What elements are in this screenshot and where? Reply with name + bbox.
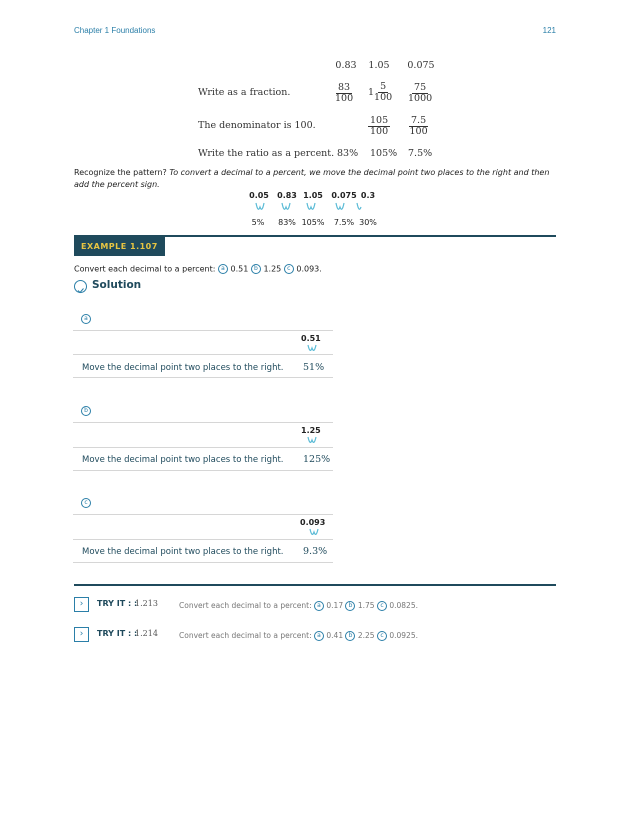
row-label: Write the ratio as a percent.: [198, 148, 335, 159]
part-marker-c: c: [377, 631, 387, 641]
demo-decimal: 0.05: [249, 191, 269, 200]
step-answer: 9.3%: [303, 546, 328, 557]
percent-value: 7.5%: [408, 148, 433, 159]
tryit-number: 1.214: [135, 629, 158, 638]
move-decimal-arrow-icon: [254, 202, 364, 214]
example-label: EXAMPLE 1.107: [74, 237, 165, 256]
row-label: Write as a fraction.: [198, 87, 291, 98]
step-decimal: 1.25: [301, 426, 321, 435]
table-rule: [73, 470, 333, 471]
move-decimal-arrow-icon: [309, 528, 321, 538]
row-label: The denominator is 100.: [198, 120, 316, 131]
tryit-label: TRY IT : :: [97, 629, 138, 638]
fraction: $\frac{75}{1000}$: [408, 82, 433, 104]
demo-decimal: 0.83: [277, 191, 297, 200]
table-decimal: 0.83: [335, 60, 357, 71]
table-rule: [73, 330, 333, 331]
move-decimal-arrow-icon: [307, 436, 319, 446]
tryit-text: Convert each decimal to a percent: a 0.41 b 2.25 c 0.0925.: [179, 631, 418, 640]
table-decimal: 1.05: [368, 60, 390, 71]
solution-check-icon[interactable]: [74, 280, 87, 293]
mixed-fraction: 1 $\frac{5}{100}$: [368, 81, 393, 103]
fraction: $\frac{83}{100}$: [335, 82, 354, 104]
table-rule: [73, 562, 333, 563]
expand-chevron-icon[interactable]: ›: [74, 597, 89, 612]
demo-percent: 30%: [359, 218, 377, 227]
example-bottom-rule: [74, 584, 556, 586]
demo-percent: 5%: [251, 218, 265, 227]
pattern-percents: [0, 218, 630, 230]
tryit-number: 1.213: [135, 599, 158, 608]
step-decimal: 0.093: [300, 518, 326, 527]
table-decimal: 0.075: [407, 60, 435, 71]
demo-percent: 7.5%: [333, 218, 355, 227]
pattern-paragraph: [74, 167, 558, 191]
fraction: $\frac{7.5}{100}$: [409, 115, 428, 137]
step-text: Move the decimal point two places to the right.: [82, 363, 284, 373]
fraction: $\frac{105}{100}$: [370, 115, 389, 137]
part-marker-c: c: [377, 601, 387, 611]
part-marker-c: c: [284, 264, 294, 274]
part-value: 1.25: [263, 264, 282, 274]
table-rule: [73, 377, 333, 378]
table-rule: [73, 514, 333, 515]
table-rule: [73, 447, 333, 448]
move-decimal-arrow-icon: [307, 344, 319, 354]
table-rule: [73, 422, 333, 423]
tryit-text: Convert each decimal to a percent: a 0.17 b 1.75 c 0.0825.: [179, 601, 418, 610]
part-marker-b: b: [251, 264, 261, 274]
part-marker-c: c: [81, 498, 91, 508]
page-number: 121: [542, 26, 556, 35]
demo-percent: 105%: [301, 218, 325, 227]
tryit-label: TRY IT : :: [97, 599, 138, 608]
pattern-lead: Recognize the pattern?: [74, 168, 167, 177]
table-rule: [73, 539, 333, 540]
part-marker-b: b: [345, 631, 355, 641]
part-marker-a: a: [314, 601, 324, 611]
part-marker-a: a: [218, 264, 228, 274]
expand-chevron-icon[interactable]: ›: [74, 627, 89, 642]
chapter-header: Chapter 1 Foundations: [74, 26, 156, 35]
percent-value: 83%: [337, 148, 359, 159]
part-marker-b: b: [81, 406, 91, 416]
demo-decimal: 0.3: [360, 191, 376, 200]
step-answer: 125%: [303, 454, 331, 465]
demo-decimal: 0.075: [331, 191, 357, 200]
prompt-text: Convert each decimal to a percent:: [74, 264, 216, 274]
part-marker-b: b: [345, 601, 355, 611]
demo-decimal: 1.05: [303, 191, 323, 200]
part-value: 0.51: [230, 264, 249, 274]
part-marker-a: a: [314, 631, 324, 641]
part-marker-a: a: [81, 314, 91, 324]
demo-percent: 83%: [278, 218, 296, 227]
table-rule: [73, 354, 333, 355]
step-text: Move the decimal point two places to the right.: [82, 547, 284, 557]
step-answer: 51%: [303, 362, 325, 373]
part-value: 0.093.: [296, 264, 322, 274]
step-decimal: 0.51: [301, 334, 321, 343]
step-text: Move the decimal point two places to the right.: [82, 455, 284, 465]
percent-value: 105%: [370, 148, 398, 159]
solution-heading: Solution: [92, 279, 142, 291]
example-prompt: [74, 264, 322, 274]
pattern-rule: To convert a decimal to a percent, we move the decimal point two places to the right and then add the percent sign.: [74, 168, 550, 189]
